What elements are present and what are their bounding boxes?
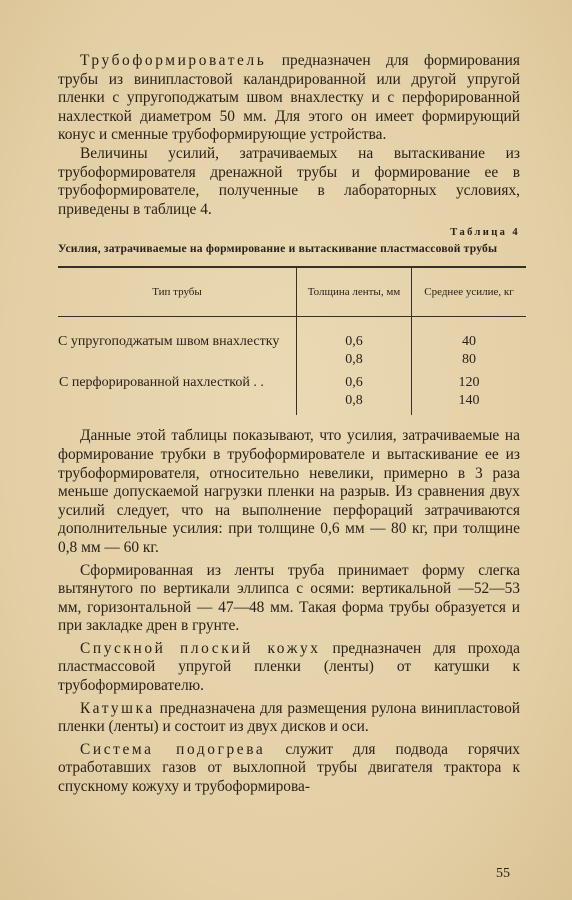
paragraph-text: предназначен для прохода пластмассовой упругой пленки (ленты) от катушки к трубоформирователю.: [58, 639, 520, 695]
cell-thickness: 0,8: [297, 392, 412, 415]
term-casing: Спускной плоский кожух: [80, 639, 321, 657]
header-thickness: Толщина ленты, мм: [297, 267, 412, 317]
cell-thickness: 0,8: [297, 351, 412, 369]
cell-force: 80: [462, 352, 476, 368]
forces-table: [58, 266, 526, 415]
term-reel: Катушка: [80, 699, 155, 717]
header-pipe-type: Тип трубы: [58, 267, 297, 317]
paragraph-text: предназначена для размещения рулона винипластовой пленки (ленты) и состоит из двух дисков и оси.: [58, 699, 520, 736]
table-row: [58, 333, 526, 351]
term-pipe-former: Трубоформирователь: [80, 52, 267, 69]
paragraph-reel: [58, 700, 520, 737]
paragraph-table-analysis: Данные этой таблицы показывают, что усилия, затрачиваемые на формирование трубки в трубоформирователе и вытаскивание ее из трубоформирователя, относительно невелики, примерно в 3 раза меньше допускаемой нагрузки пленки на разрыв. Из сравнения двух усилий следует, что на выполнение перфораций затрачиваются дополнительные усилия: при толщине 0,6 мм — 80 кг, при толщине 0,8 мм — 60 кг.: [58, 427, 520, 556]
paragraph-casing: [58, 640, 520, 696]
paragraph-pipe-former: [58, 52, 520, 145]
table-title: Усилия, затрачиваемые на формирование и вытаскивание пластмассовой трубы: [58, 242, 498, 256]
paragraph-forces: Величины усилий, затрачиваемых на вытаскивание из трубоформирователя дренажной трубы и формирование ее в трубоформирователе, полученные в лабораторных условиях, приведены в таблице 4.: [58, 144, 520, 218]
cell-force: 140: [458, 393, 480, 409]
paragraph-text: предназначен для формирования трубы из винипластовой каландрированной или другой упругой пленки с упругоподжатым швом внахлестку и с перфорированной нахлесткой диаметром 50 мм. Для этого он имеет формирующий конус и сменные трубоформирующие устройства.: [58, 52, 520, 144]
cell-force: 40: [462, 334, 476, 350]
paragraph-heating: [58, 741, 520, 797]
cell-thickness: 0,6: [297, 369, 412, 392]
term-heating: Система подогрева: [80, 740, 266, 758]
cell-force: 120: [458, 375, 480, 391]
page-number: 55: [496, 866, 510, 881]
cell-pipe-type: С упругоподжатым швом внахлестку: [58, 334, 280, 350]
paragraph-text: служит для подвода горячих отработавших газов от выхлопной трубы двигателя трактора к спускному кожуху и трубоформирова-: [58, 740, 520, 796]
table-row: [58, 369, 526, 392]
cell-pipe-type: С перфорированной нахлесткой . .: [59, 375, 264, 391]
paragraph-pipe-shape: Сформированная из ленты труба принимает форму слегка вытянутого по вертикали эллипса с осями: вертикальной —52—53 мм, горизонтальной — 47—48 мм. Такая форма трубы образуется и при закладке дрен в грунте.: [58, 561, 520, 635]
cell-thickness: 0,6: [297, 333, 412, 351]
header-force: Среднее усилие, кг: [412, 267, 527, 317]
table-caption: Таблица 4: [450, 227, 520, 239]
